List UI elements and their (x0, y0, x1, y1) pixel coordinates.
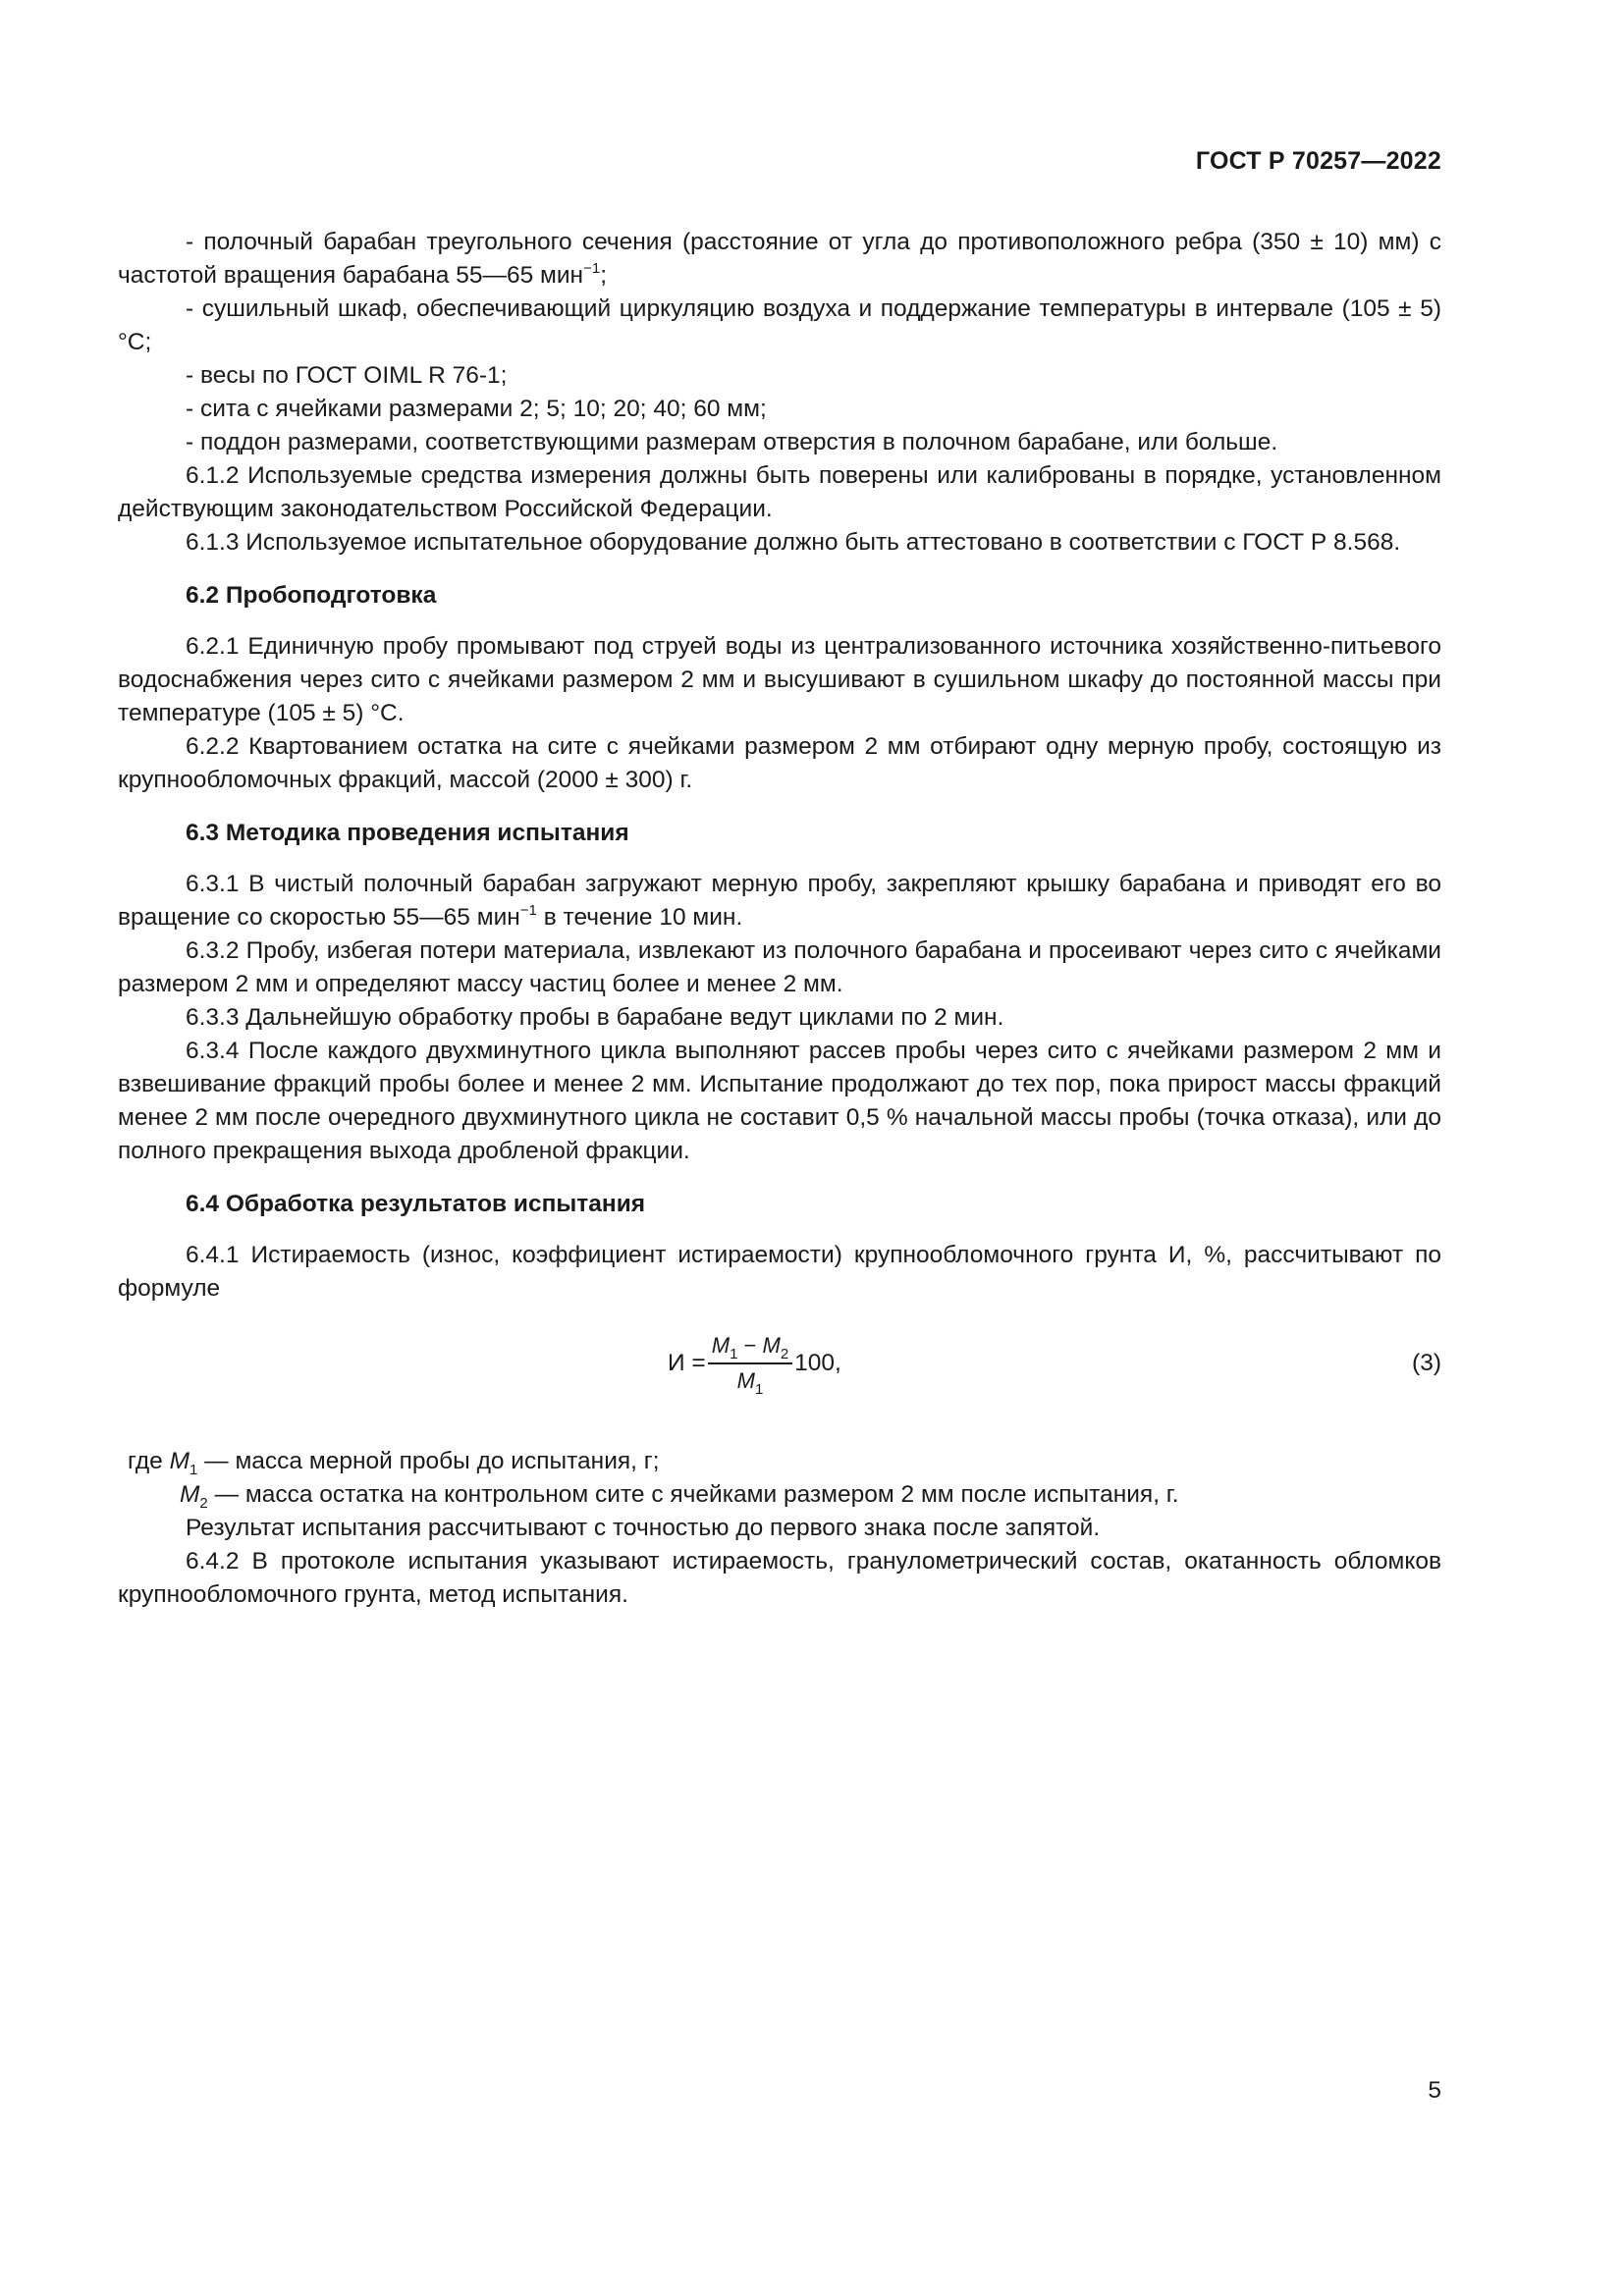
clause-6-4-1: 6.4.1 Истираемость (износ, коэффициент истираемости) крупнообломочного грунта И, %, рассчитывают по формуле (118, 1242, 1441, 1302)
formula-lhs: И = (668, 1350, 706, 1376)
page-content (118, 226, 1441, 1612)
abrasion-formula (668, 1331, 841, 1396)
clause-6-1-3: 6.1.3 Используемое испытательное оборудование должно быть аттестовано в соответствии с ГОСТ Р 8.568. (186, 529, 1401, 556)
formula-numerator: $M_1 - M_2$ (708, 1331, 792, 1364)
page-number: 5 (1428, 2077, 1441, 2104)
formula-row (118, 1325, 1441, 1419)
clause-6-4-2: 6.4.2 В протоколе испытания указывают истираемость, гранулометрический состав, окатанность обломков крупнообломочного грунта, метод испытания. (118, 1548, 1441, 1608)
where-m2: $M_2$ — масса остатка на контрольном сите с ячейками размером 2 мм после испытания, г. (180, 1481, 1179, 1512)
section-heading-6-2: 6.2 Пробоподготовка (186, 582, 437, 609)
clause-6-3-1: 6.3.1 В чистый полочный барабан загружают мерную пробу, закрепляют крышку барабана и приводят его во вращение со скоростью 55—65 мин$^{-1}$ в течение 10 мин. (118, 871, 1441, 931)
result-accuracy: Результат испытания рассчитывают с точностью до первого знака после запятой. (186, 1515, 1101, 1541)
clause-6-2-2: 6.2.2 Квартованием остатка на сите с ячейками размером 2 мм отбирают одну мерную пробу, состоящую из крупнообломочных фракций, массой (2000 ± 300) г. (118, 733, 1441, 793)
formula-factor: 100, (794, 1350, 841, 1376)
where-m1: где $M_1$ — масса мерной пробы до испытания, г; (128, 1448, 660, 1478)
clause-6-3-4: 6.3.4 После каждого двухминутного цикла выполняют рассев пробы через сито с ячейками размером 2 мм и взвешивание фракций пробы более и менее 2 мм. Испытание продолжают до тех пор, пока прирост массы фракций менее 2 мм после очередного двухминутного цикла не составит 0,5 % начальной массы пробы (точка отказа), или до полного прекращения выхода дробленой фракции. (118, 1038, 1441, 1164)
formula-denominator: $M_1$ (736, 1368, 764, 1398)
equipment-item-sieves: - сита с ячейками размерами 2; 5; 10; 20; 40; 60 мм; (186, 396, 767, 422)
equipment-item-scales: - весы по ГОСТ OIML R 76-1; (186, 362, 508, 389)
standard-header: ГОСТ Р 70257—2022 (1195, 147, 1441, 175)
section-heading-6-4: 6.4 Обработка результатов испытания (186, 1191, 646, 1217)
equation-number: (3) (1412, 1350, 1441, 1376)
equipment-item-drum: - полочный барабан треугольного сечения (расстояние от угла до противоположного ребра (350 ± 10) мм) с частотой вращения барабана 55—65 мин$^{-1}$; (118, 229, 1441, 289)
clause-6-3-2: 6.3.2 Пробу, избегая потери материала, извлекают из полочного барабана и просеивают через сито с ячейками размером 2 мм и определяют массу частиц более и менее 2 мм. (118, 937, 1441, 997)
clause-6-3-3: 6.3.3 Дальнейшую обработку пробы в барабане ведут циклами по 2 мин. (186, 1004, 1004, 1031)
equipment-item-oven: - сушильный шкаф, обеспечивающий циркуляцию воздуха и поддержание температуры в интервале (105 ± 5) °С; (118, 295, 1441, 355)
formula-fraction (708, 1331, 792, 1396)
clause-6-1-2: 6.1.2 Используемые средства измерения должны быть поверены или калиброваны в порядке, установленном действующим законодательством Российской Федерации. (118, 462, 1441, 522)
section-heading-6-3: 6.3 Методика проведения испытания (186, 820, 629, 846)
clause-6-2-1: 6.2.1 Единичную пробу промывают под струей воды из централизованного источника хозяйственно-питьевого водоснабжения через сито с ячейками размером 2 мм и высушивают в сушильном шкафу до постоянной массы при температуре (105 ± 5) °С. (118, 633, 1441, 726)
equipment-item-tray: - поддон размерами, соответствующими размерам отверстия в полочном барабане, или больше. (186, 429, 1278, 455)
